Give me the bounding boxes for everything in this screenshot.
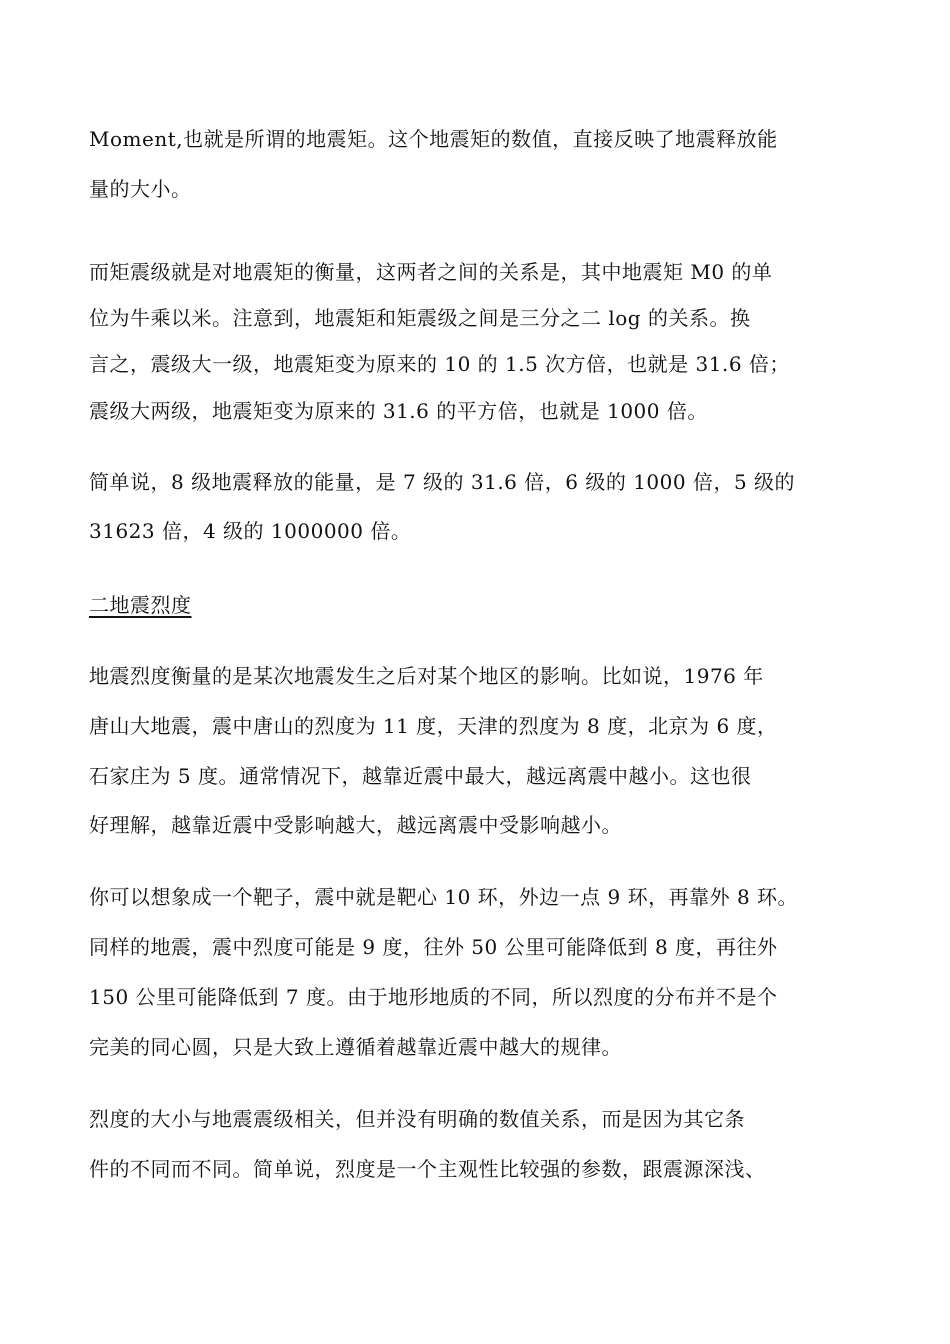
text-line: 件的不同而不同。简单说，烈度是一个主观性比较强的参数，跟震源深浅、 [89, 1157, 766, 1181]
text-line: 量的大小。 [89, 177, 192, 201]
text-line: Moment,也就是所谓的地震矩。这个地震矩的数值，直接反映了地震释放能 [89, 127, 778, 151]
text-line: 而矩震级就是对地震矩的衡量，这两者之间的关系是，其中地震矩 M0 的单 [89, 260, 773, 284]
text-line: 地震烈度衡量的是某次地震发生之后对某个地区的影响。比如说，1976 年 [89, 664, 764, 688]
text-line: 你可以想象成一个靶子，震中就是靶心 10 环，外边一点 9 环，再靠外 8 环。 [89, 885, 799, 909]
text-line: 150 公里可能降低到 7 度。由于地形地质的不同，所以烈度的分布并不是个 [89, 985, 778, 1009]
text-line: 简单说，8 级地震释放的能量，是 7 级的 31.6 倍，6 级的 1000 倍，5 级的 [89, 470, 796, 494]
text-line: 完美的同心圆，只是大致上遵循着越靠近震中越大的规律。 [89, 1035, 622, 1059]
text-line: 31623 倍，4 级的 1000000 倍。 [89, 519, 412, 543]
text-line: 石家庄为 5 度。通常情况下，越靠近震中最大，越远离震中越小。这也很 [89, 764, 752, 788]
text-line: 位为牛乘以米。注意到，地震矩和矩震级之间是三分之二 log 的关系。换 [89, 306, 751, 330]
text-line: 震级大两级，地震矩变为原来的 31.6 的平方倍，也就是 1000 倍。 [89, 399, 708, 423]
text-line: 唐山大地震，震中唐山的烈度为 11 度，天津的烈度为 8 度，北京为 6 度， [89, 714, 778, 738]
text-line: 好理解，越靠近震中受影响越大，越远离震中受影响越小。 [89, 813, 622, 837]
text-line: 烈度的大小与地震震级相关，但并没有明确的数值关系，而是因为其它条 [89, 1107, 745, 1131]
text-line: 同样的地震，震中烈度可能是 9 度，往外 50 公里可能降低到 8 度，再往外 [89, 935, 778, 959]
section-heading: 二地震烈度 [89, 593, 192, 617]
text-line: 言之，震级大一级，地震矩变为原来的 10 的 1.5 次方倍，也就是 31.6 倍； [89, 352, 790, 376]
